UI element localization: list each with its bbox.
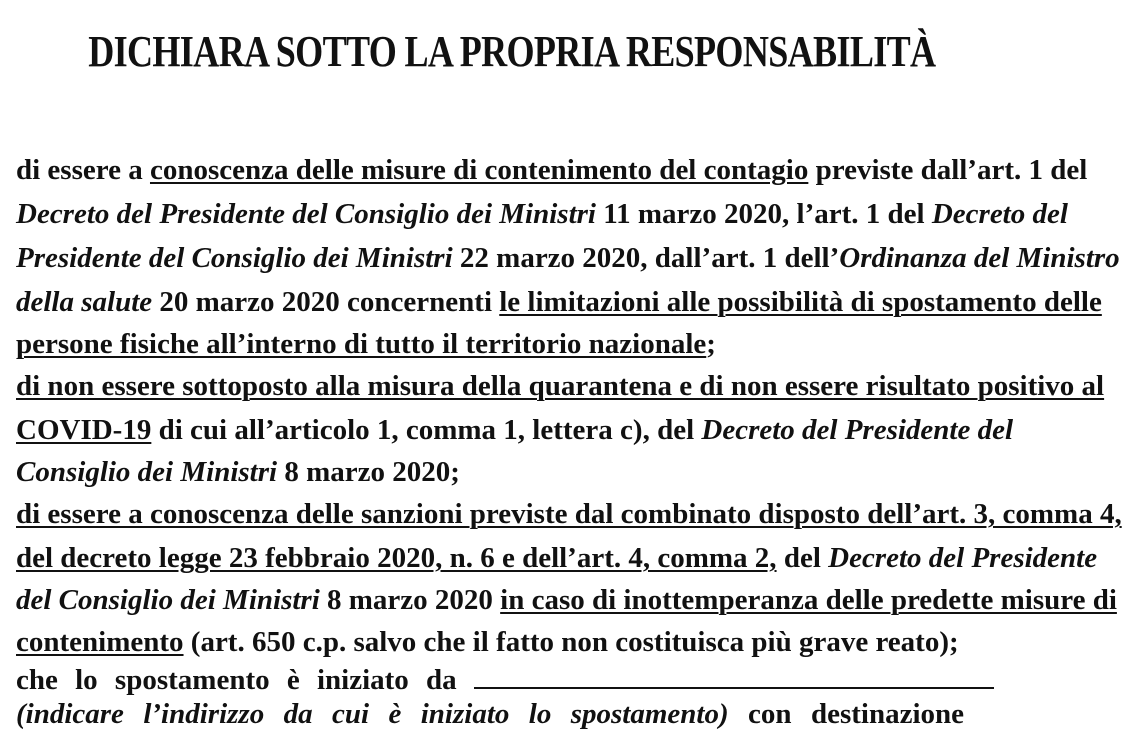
text-run: che lo spostamento è iniziato da	[16, 664, 457, 696]
italic-text: della salute	[16, 286, 153, 318]
underlined-text: persone fisiche all’interno di tutto il territorio nazionale	[16, 328, 707, 360]
italic-text: Ordinanza del Ministro	[839, 242, 1120, 274]
paragraph-1-line-3	[16, 238, 1120, 278]
text-run: 11 marzo 2020, l’art. 1 del	[595, 198, 932, 230]
underlined-text: in caso di inottemperanza delle predette misure di	[500, 584, 1117, 616]
italic-text: (indicare l’indirizzo da cui è iniziato lo spostamento)	[16, 698, 729, 730]
text-run: (art. 650 c.p. salvo che il fatto non costituisca più grave reato);	[183, 626, 959, 658]
underlined-text: del decreto legge 23 febbraio 2020, n. 6 e dell’art. 4, comma 2,	[16, 542, 777, 574]
paragraph-1-line-5	[16, 324, 964, 364]
underlined-text: le limitazioni alle possibilità di spostamento delle	[499, 286, 1102, 318]
text-run: con destinazione	[728, 698, 964, 730]
paragraph-1-line-1	[16, 150, 1088, 190]
text-run: 8 marzo 2020;	[277, 456, 460, 488]
paragraph-2-line-3	[16, 452, 964, 492]
page-title: DICHIARA SOTTO LA PROPRIA RESPONSABILITÀ	[88, 27, 936, 76]
paragraph-2-line-2	[16, 410, 1014, 450]
paragraph-4-line-2	[16, 694, 964, 734]
italic-text: Decreto del Presidente	[828, 542, 1098, 574]
text-run: previste dall’art. 1 del	[808, 154, 1088, 186]
paragraph-3-line-2	[16, 538, 1098, 578]
underlined-text: conoscenza delle misure di contenimento del contagio	[149, 154, 809, 186]
italic-text: Consiglio dei Ministri	[16, 456, 278, 488]
text-run: ;	[706, 328, 716, 360]
paragraph-1-line-4	[16, 282, 1102, 322]
paragraph-3-line-1: di essere a conoscenza delle sanzioni previste dal combinato disposto dell’art. 3, comma 4,	[16, 498, 1122, 530]
italic-text: Decreto del Presidente del Consiglio dei Ministri	[16, 198, 596, 230]
italic-text: Presidente del Consiglio dei Ministri	[16, 242, 453, 274]
text-run: 8 marzo 2020	[319, 584, 501, 616]
italic-text: Decreto del	[931, 198, 1068, 230]
text-run: del	[776, 542, 829, 574]
italic-text: Decreto del Presidente del	[701, 414, 1014, 446]
underlined-text: contenimento	[16, 626, 184, 658]
text-run: 22 marzo 2020, dall’art. 1 dell’	[452, 242, 840, 274]
paragraph-1-line-2	[16, 194, 1068, 234]
underlined-text: COVID-19	[16, 414, 152, 446]
paragraph-3-line-4	[16, 622, 964, 662]
address-blank-field[interactable]	[474, 663, 994, 689]
text-run: di essere a	[16, 154, 150, 186]
text-run: 20 marzo 2020 concernenti	[152, 286, 500, 318]
paragraph-2-line-1: di non essere sottoposto alla misura della quarantena e di non essere risultato positivo al	[16, 370, 1105, 402]
italic-text: del Consiglio dei Ministri	[16, 584, 320, 616]
paragraph-3-line-3	[16, 580, 1117, 620]
text-run: di cui all’articolo 1, comma 1, lettera c), del	[151, 414, 702, 446]
